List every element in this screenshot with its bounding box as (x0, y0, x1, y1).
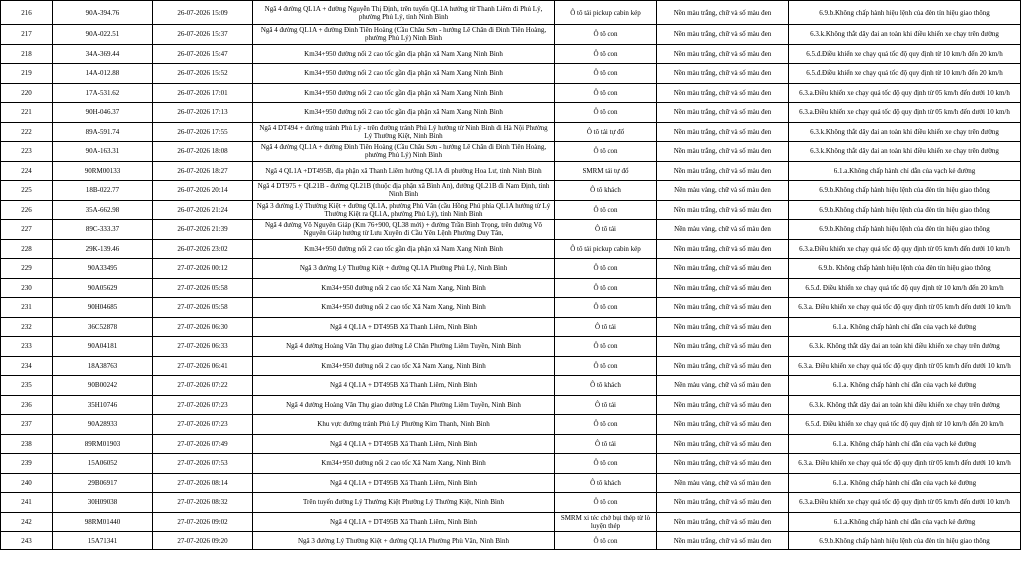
vehicle-type-cell: Ô tô con (555, 25, 657, 45)
row-number-cell: 232 (1, 317, 53, 337)
plate-color-cell: Nền màu trắng, chữ và số màu đen (657, 1, 789, 25)
violation-cell: 6.5.đ.Điều khiển xe chạy quá tốc độ quy định từ 10 km/h đến 20 km/h (789, 44, 1021, 64)
table-row (1, 25, 1021, 45)
datetime-cell: 27-07-2026 08:32 (153, 493, 253, 513)
plate-color-cell: Nền màu trắng, chữ và số màu đen (657, 25, 789, 45)
plate-cell: 90B00242 (53, 376, 153, 396)
location-cell: Ngã 4 QL1A + DT495B Xã Thanh Liêm, Ninh Bình (253, 473, 555, 493)
violation-cell: 6.1.a. Không chấp hành chỉ dẫn của vạch kẻ đường (789, 376, 1021, 396)
vehicle-type-cell: Ô tô tải (555, 434, 657, 454)
datetime-cell: 26-07-2026 17:13 (153, 103, 253, 123)
location-cell: Km34+950 đường nối 2 cao tốc Xã Nam Xang, Ninh Bình (253, 298, 555, 318)
plate-cell: 18A38763 (53, 356, 153, 376)
row-number-cell: 224 (1, 161, 53, 181)
violation-cell: 6.9.b.Không chấp hành hiệu lệnh của đèn tín hiệu giao thông (789, 532, 1021, 550)
datetime-cell: 26-07-2026 15:47 (153, 44, 253, 64)
location-cell: Ngã 4 QL1A + DT495B Xã Thanh Liêm, Ninh Bình (253, 434, 555, 454)
plate-cell: 15A06052 (53, 454, 153, 474)
table-row (1, 44, 1021, 64)
violation-cell: 6.5.đ.Điều khiển xe chạy quá tốc độ quy định từ 10 km/h đến 20 km/h (789, 64, 1021, 84)
vehicle-type-cell: Ô tô con (555, 415, 657, 435)
location-cell: Ngã 4 QL1A +DT495B, địa phận xã Thanh Liêm hướng QL1A đi phường Hoa Lư, tỉnh Ninh Bình (253, 161, 555, 181)
plate-cell: 15A71341 (53, 532, 153, 550)
violation-cell: 6.3.k. Không thắt dây đai an toàn khi điều khiển xe chạy trên đường (789, 395, 1021, 415)
datetime-cell: 26-07-2026 15:37 (153, 25, 253, 45)
row-number-cell: 231 (1, 298, 53, 318)
row-number-cell: 230 (1, 278, 53, 298)
location-cell: Ngã 4 đường QL1A + đường Đinh Tiên Hoàng (Cầu Châu Sơn - hướng Lê Chân đi Đinh Tiên Hoàng, phường Phủ Lý) Ninh Bình (253, 142, 555, 162)
vehicle-type-cell: Ô tô con (555, 532, 657, 550)
table-row (1, 376, 1021, 396)
plate-cell: 90H04685 (53, 298, 153, 318)
violation-cell: 6.3.a.Điều khiển xe chạy quá tốc độ quy định từ 05 km/h đến dưới 10 km/h (789, 493, 1021, 513)
plate-color-cell: Nền màu trắng, chữ và số màu đen (657, 103, 789, 123)
row-number-cell: 226 (1, 200, 53, 220)
row-number-cell: 225 (1, 181, 53, 201)
plate-cell: 90A28933 (53, 415, 153, 435)
plate-color-cell: Nền màu trắng, chữ và số màu đen (657, 142, 789, 162)
location-cell: Km34+950 đường nối 2 cao tốc Xã Nam Xang, Ninh Bình (253, 454, 555, 474)
plate-color-cell: Nền màu trắng, chữ và số màu đen (657, 356, 789, 376)
row-number-cell: 229 (1, 259, 53, 279)
location-cell: Ngã 4 QL1A + DT495B Xã Thanh Liêm, Ninh Bình (253, 376, 555, 396)
plate-color-cell: Nền màu trắng, chữ và số màu đen (657, 44, 789, 64)
violation-cell: 6.9.b.Không chấp hành hiệu lệnh của đèn tín hiệu giao thông (789, 200, 1021, 220)
plate-color-cell: Nền màu trắng, chữ và số màu đen (657, 122, 789, 142)
table-body (1, 1, 1021, 550)
vehicle-type-cell: Ô tô khách (555, 473, 657, 493)
vehicle-type-cell: Ô tô con (555, 103, 657, 123)
plate-cell: 30H09038 (53, 493, 153, 513)
plate-cell: 34A-369.44 (53, 44, 153, 64)
location-cell: Ngã 4 đường QL1A + đường Đinh Tiên Hoàng (Cầu Châu Sơn - hướng Lê Chân đi Đinh Tiên Hoàng, phường Phủ Lý) Ninh Bình (253, 25, 555, 45)
table-row (1, 103, 1021, 123)
violation-cell: 6.3.a. Điều khiển xe chạy quá tốc độ quy định từ 05 km/h đến dưới 10 km/h (789, 298, 1021, 318)
location-cell: Trên tuyến đường Lý Thường Kiệt Phường Lý Thường Kiệt, Ninh Bình (253, 493, 555, 513)
vehicle-type-cell: Ô tô tải (555, 395, 657, 415)
table-row (1, 454, 1021, 474)
vehicle-type-cell: Ô tô tải pickup cabin kép (555, 1, 657, 25)
location-cell: Km34+950 đường nối 2 cao tốc gần địa phận xã Nam Xang Ninh Bình (253, 103, 555, 123)
table-row (1, 493, 1021, 513)
row-number-cell: 234 (1, 356, 53, 376)
plate-cell: 35H10746 (53, 395, 153, 415)
vehicle-type-cell: Ô tô con (555, 493, 657, 513)
plate-cell: 90A-022.51 (53, 25, 153, 45)
violation-cell: 6.1.a. Không chấp hành chỉ dẫn của vạch kẻ đường (789, 434, 1021, 454)
plate-cell: 89A-591.74 (53, 122, 153, 142)
plate-cell: 90A-163.31 (53, 142, 153, 162)
datetime-cell: 26-07-2026 20:14 (153, 181, 253, 201)
location-cell: Ngã 4 đường Hoàng Văn Thụ giao đường Lê Chân Phường Liêm Tuyền, Ninh Bình (253, 395, 555, 415)
row-number-cell: 219 (1, 64, 53, 84)
datetime-cell: 27-07-2026 07:22 (153, 376, 253, 396)
violation-cell: 6.3.a. Điều khiển xe chạy quá tốc độ quy định từ 05 km/h đến dưới 10 km/h (789, 454, 1021, 474)
plate-color-cell: Nền màu trắng, chữ và số màu đen (657, 298, 789, 318)
table-row (1, 473, 1021, 493)
table-row (1, 259, 1021, 279)
vehicle-type-cell: Ô tô con (555, 259, 657, 279)
datetime-cell: 27-07-2026 07:23 (153, 395, 253, 415)
location-cell: Ngã 3 đường Lý Thường Kiệt + đường QL1A Phường Phù Vân, Ninh Bình (253, 532, 555, 550)
row-number-cell: 218 (1, 44, 53, 64)
plate-color-cell: Nền màu vàng, chữ và số màu đen (657, 181, 789, 201)
location-cell: Ngã 3 đường Lý Thường Kiệt + đường QL1A, phường Phù Vân (cầu Hồng Phú phía QL1A hướng từ Lý Thường Kiệt ra QL1A, phường Phủ Lý), tỉnh Ninh Bình (253, 200, 555, 220)
plate-color-cell: Nền màu trắng, chữ và số màu đen (657, 64, 789, 84)
vehicle-type-cell: Ô tô con (555, 356, 657, 376)
datetime-cell: 27-07-2026 05:58 (153, 298, 253, 318)
violation-cell: 6.3.k. Không thắt dây đai an toàn khi điều khiển xe chạy trên đường (789, 337, 1021, 357)
table-row (1, 434, 1021, 454)
vehicle-type-cell: Ô tô con (555, 337, 657, 357)
violation-cell: 6.9.b.Không chấp hành hiệu lệnh của đèn tín hiệu giao thông (789, 220, 1021, 240)
location-cell: Ngã 3 đường Lý Thường Kiệt + đường QL1A Phường Phủ Lý, Ninh Bình (253, 259, 555, 279)
violation-cell: 6.5.đ. Điều khiển xe chạy quá tốc độ quy định từ 10 km/h đến 20 km/h (789, 278, 1021, 298)
violation-cell: 6.3.a. Điều khiển xe chạy quá tốc độ quy định từ 05 km/h đến dưới 10 km/h (789, 356, 1021, 376)
plate-color-cell: Nền màu trắng, chữ và số màu đen (657, 239, 789, 259)
vehicle-type-cell: Ô tô con (555, 278, 657, 298)
row-number-cell: 240 (1, 473, 53, 493)
vehicle-type-cell: Ô tô tải tự đổ (555, 122, 657, 142)
violation-cell: 6.3.k.Không thắt dây đai an toàn khi điều khiển xe chạy trên đường (789, 142, 1021, 162)
plate-cell: 90A04181 (53, 337, 153, 357)
table-row (1, 181, 1021, 201)
row-number-cell: 216 (1, 1, 53, 25)
vehicle-type-cell: Ô tô con (555, 454, 657, 474)
table-row (1, 161, 1021, 181)
plate-color-cell: Nền màu trắng, chữ và số màu đen (657, 317, 789, 337)
plate-color-cell: Nền màu trắng, chữ và số màu đen (657, 337, 789, 357)
location-cell: Km34+950 đường nối 2 cao tốc gần địa phận xã Nam Xang Ninh Bình (253, 239, 555, 259)
vehicle-type-cell: Ô tô con (555, 44, 657, 64)
datetime-cell: 27-07-2026 06:33 (153, 337, 253, 357)
location-cell: Km34+950 đường nối 2 cao tốc gần địa phận xã Nam Xang Ninh Bình (253, 64, 555, 84)
table-row (1, 532, 1021, 550)
plate-color-cell: Nền màu trắng, chữ và số màu đen (657, 200, 789, 220)
datetime-cell: 26-07-2026 18:08 (153, 142, 253, 162)
plate-cell: 35A-662.98 (53, 200, 153, 220)
datetime-cell: 27-07-2026 06:41 (153, 356, 253, 376)
table-row (1, 83, 1021, 103)
violation-cell: 6.5.đ. Điều khiển xe chạy quá tốc độ quy định từ 10 km/h đến 20 km/h (789, 415, 1021, 435)
plate-cell: 14A-012.88 (53, 64, 153, 84)
datetime-cell: 27-07-2026 07:53 (153, 454, 253, 474)
datetime-cell: 27-07-2026 09:20 (153, 532, 253, 550)
violation-cell: 6.3.k.Không thắt dây đai an toàn khi điều khiển xe chạy trên đường (789, 25, 1021, 45)
plate-cell: 18B-022.77 (53, 181, 153, 201)
plate-cell: 90RM00133 (53, 161, 153, 181)
violation-cell: 6.1.a.Không chấp hành chỉ dẫn của vạch kẻ đường (789, 161, 1021, 181)
row-number-cell: 242 (1, 512, 53, 532)
row-number-cell: 220 (1, 83, 53, 103)
location-cell: Km34+950 đường nối 2 cao tốc gần địa phận xã Nam Xang Ninh Bình (253, 83, 555, 103)
row-number-cell: 227 (1, 220, 53, 240)
plate-cell: 36C52878 (53, 317, 153, 337)
plate-color-cell: Nền màu trắng, chữ và số màu đen (657, 415, 789, 435)
plate-cell: 29B06917 (53, 473, 153, 493)
row-number-cell: 217 (1, 25, 53, 45)
location-cell: Ngã 4 QL1A + DT495B Xã Thanh Liêm, Ninh Bình (253, 317, 555, 337)
table-row (1, 395, 1021, 415)
violation-cell: 6.9.b. Không chấp hành hiệu lệnh của đèn tín hiệu giao thông (789, 259, 1021, 279)
table-row (1, 298, 1021, 318)
datetime-cell: 26-07-2026 18:27 (153, 161, 253, 181)
row-number-cell: 235 (1, 376, 53, 396)
datetime-cell: 27-07-2026 07:49 (153, 434, 253, 454)
row-number-cell: 233 (1, 337, 53, 357)
table-row (1, 200, 1021, 220)
datetime-cell: 27-07-2026 07:23 (153, 415, 253, 435)
table-row (1, 64, 1021, 84)
plate-cell: 17A-531.62 (53, 83, 153, 103)
table-row (1, 337, 1021, 357)
location-cell: Km34+950 đường nối 2 cao tốc Xã Nam Xang, Ninh Bình (253, 278, 555, 298)
datetime-cell: 26-07-2026 17:01 (153, 83, 253, 103)
datetime-cell: 26-07-2026 23:02 (153, 239, 253, 259)
location-cell: Ngã 4 DT494 + đường tránh Phủ Lý - trên đường tránh Phủ Lý hướng từ Ninh Bình đi Hà Nội Phường Lý Thường Kiệt, Ninh Bình (253, 122, 555, 142)
plate-color-cell: Nền màu vàng, chữ và số màu đen (657, 473, 789, 493)
location-cell: Ngã 4 DT975 + QL21B - đường QL21B (thuộc địa phận xã Bình An), đường QL21B đi Nam Định, tỉnh Ninh Bình (253, 181, 555, 201)
table-row (1, 512, 1021, 532)
plate-cell: 98RM01440 (53, 512, 153, 532)
datetime-cell: 26-07-2026 21:39 (153, 220, 253, 240)
plate-color-cell: Nền màu trắng, chữ và số màu đen (657, 395, 789, 415)
plate-color-cell: Nền màu vàng, chữ và số màu đen (657, 220, 789, 240)
plate-color-cell: Nền màu trắng, chữ và số màu đen (657, 259, 789, 279)
table-row (1, 220, 1021, 240)
row-number-cell: 236 (1, 395, 53, 415)
table-row (1, 356, 1021, 376)
plate-cell: 29K-139.46 (53, 239, 153, 259)
vehicle-type-cell: Ô tô con (555, 64, 657, 84)
vehicle-type-cell: Ô tô khách (555, 181, 657, 201)
plate-cell: 90A33495 (53, 259, 153, 279)
vehicle-type-cell: Ô tô tải (555, 317, 657, 337)
location-cell: Km34+950 đường nối 2 cao tốc Xã Nam Xang, Ninh Bình (253, 356, 555, 376)
vehicle-type-cell: Ô tô tải (555, 220, 657, 240)
row-number-cell: 237 (1, 415, 53, 435)
table-row (1, 142, 1021, 162)
datetime-cell: 27-07-2026 09:02 (153, 512, 253, 532)
plate-color-cell: Nền màu trắng, chữ và số màu đen (657, 493, 789, 513)
vehicle-type-cell: Ô tô con (555, 200, 657, 220)
plate-color-cell: Nền màu trắng, chữ và số màu đen (657, 434, 789, 454)
table-row (1, 1, 1021, 25)
vehicle-type-cell: Ô tô tải pickup cabin kép (555, 239, 657, 259)
plate-color-cell: Nền màu vàng, chữ và số màu đen (657, 376, 789, 396)
row-number-cell: 223 (1, 142, 53, 162)
violation-cell: 6.1.a. Không chấp hành chỉ dẫn của vạch kẻ đường (789, 317, 1021, 337)
table-row (1, 317, 1021, 337)
plate-color-cell: Nền màu trắng, chữ và số màu đen (657, 161, 789, 181)
location-cell: Ngã 4 đường Võ Nguyên Giáp (Km 76+900, QL38 mới) + đường Trần Bình Trọng, trên đường Võ Nguyên Giáp hướng từ Lưu Xuyên đi Cầu Yên Lệnh Phường Duy Tân, (253, 220, 555, 240)
location-cell: Km34+950 đường nối 2 cao tốc gần địa phận xã Nam Xang Ninh Bình (253, 44, 555, 64)
violation-cell: 6.9.b.Không chấp hành hiệu lệnh của đèn tín hiệu giao thông (789, 181, 1021, 201)
table-row (1, 278, 1021, 298)
plate-cell: 89RM01903 (53, 434, 153, 454)
row-number-cell: 241 (1, 493, 53, 513)
location-cell: Ngã 4 QL1A + DT495B Xã Thanh Liêm, Ninh Bình (253, 512, 555, 532)
row-number-cell: 243 (1, 532, 53, 550)
violation-cell: 6.1.a. Không chấp hành chỉ dẫn của vạch kẻ đường (789, 473, 1021, 493)
datetime-cell: 27-07-2026 05:58 (153, 278, 253, 298)
row-number-cell: 238 (1, 434, 53, 454)
table-row (1, 415, 1021, 435)
plate-cell: 90A-394.76 (53, 1, 153, 25)
datetime-cell: 26-07-2026 15:09 (153, 1, 253, 25)
plate-cell: 89C-333.37 (53, 220, 153, 240)
plate-cell: 90A05629 (53, 278, 153, 298)
violation-cell: 6.9.b.Không chấp hành hiệu lệnh của đèn tín hiệu giao thông (789, 1, 1021, 25)
location-cell: Ngã 4 đường Hoàng Văn Thụ giao đường Lê Chân Phường Liêm Tuyền, Ninh Bình (253, 337, 555, 357)
violation-cell: 6.3.a.Điều khiển xe chạy quá tốc độ quy định từ 05 km/h đến dưới 10 km/h (789, 83, 1021, 103)
plate-color-cell: Nền màu trắng, chữ và số màu đen (657, 278, 789, 298)
vehicle-type-cell: Ô tô con (555, 83, 657, 103)
datetime-cell: 26-07-2026 17:55 (153, 122, 253, 142)
plate-color-cell: Nền màu trắng, chữ và số màu đen (657, 83, 789, 103)
table-row (1, 239, 1021, 259)
plate-color-cell: Nền màu trắng, chữ và số màu đen (657, 532, 789, 550)
row-number-cell: 228 (1, 239, 53, 259)
datetime-cell: 26-07-2026 21:24 (153, 200, 253, 220)
location-cell: Ngã 4 đường QL1A + đường Nguyễn Thị Định, trên tuyến QL1A hướng từ Thanh Liêm đi Phủ Lý, phường Phủ Lý, tỉnh Ninh Bình (253, 1, 555, 25)
vehicle-type-cell: SMRM tải tự đổ (555, 161, 657, 181)
violation-cell: 6.3.a.Điều khiển xe chạy quá tốc độ quy định từ 05 km/h đến dưới 10 km/h (789, 239, 1021, 259)
table-row (1, 122, 1021, 142)
plate-color-cell: Nền màu trắng, chữ và số màu đen (657, 454, 789, 474)
plate-cell: 90H-046.37 (53, 103, 153, 123)
violation-cell: 6.3.k.Không thắt dây đai an toàn khi điều khiển xe chạy trên đường (789, 122, 1021, 142)
violation-cell: 6.3.a.Điều khiển xe chạy quá tốc độ quy định từ 05 km/h đến dưới 10 km/h (789, 103, 1021, 123)
datetime-cell: 27-07-2026 08:14 (153, 473, 253, 493)
row-number-cell: 221 (1, 103, 53, 123)
row-number-cell: 222 (1, 122, 53, 142)
datetime-cell: 27-07-2026 00:12 (153, 259, 253, 279)
violation-cell: 6.1.a.Không chấp hành chỉ dẫn của vạch kẻ đường (789, 512, 1021, 532)
datetime-cell: 27-07-2026 06:30 (153, 317, 253, 337)
row-number-cell: 239 (1, 454, 53, 474)
vehicle-type-cell: Ô tô khách (555, 376, 657, 396)
vehicle-type-cell: Ô tô con (555, 142, 657, 162)
datetime-cell: 26-07-2026 15:52 (153, 64, 253, 84)
location-cell: Khu vực đường tránh Phủ Lý Phường Kim Thanh, Ninh Bình (253, 415, 555, 435)
plate-color-cell: Nền màu trắng, chữ và số màu đen (657, 512, 789, 532)
vehicle-type-cell: Ô tô con (555, 298, 657, 318)
vehicle-type-cell: SMRM xi téc chở bụi thép từ lò luyện thép (555, 512, 657, 532)
